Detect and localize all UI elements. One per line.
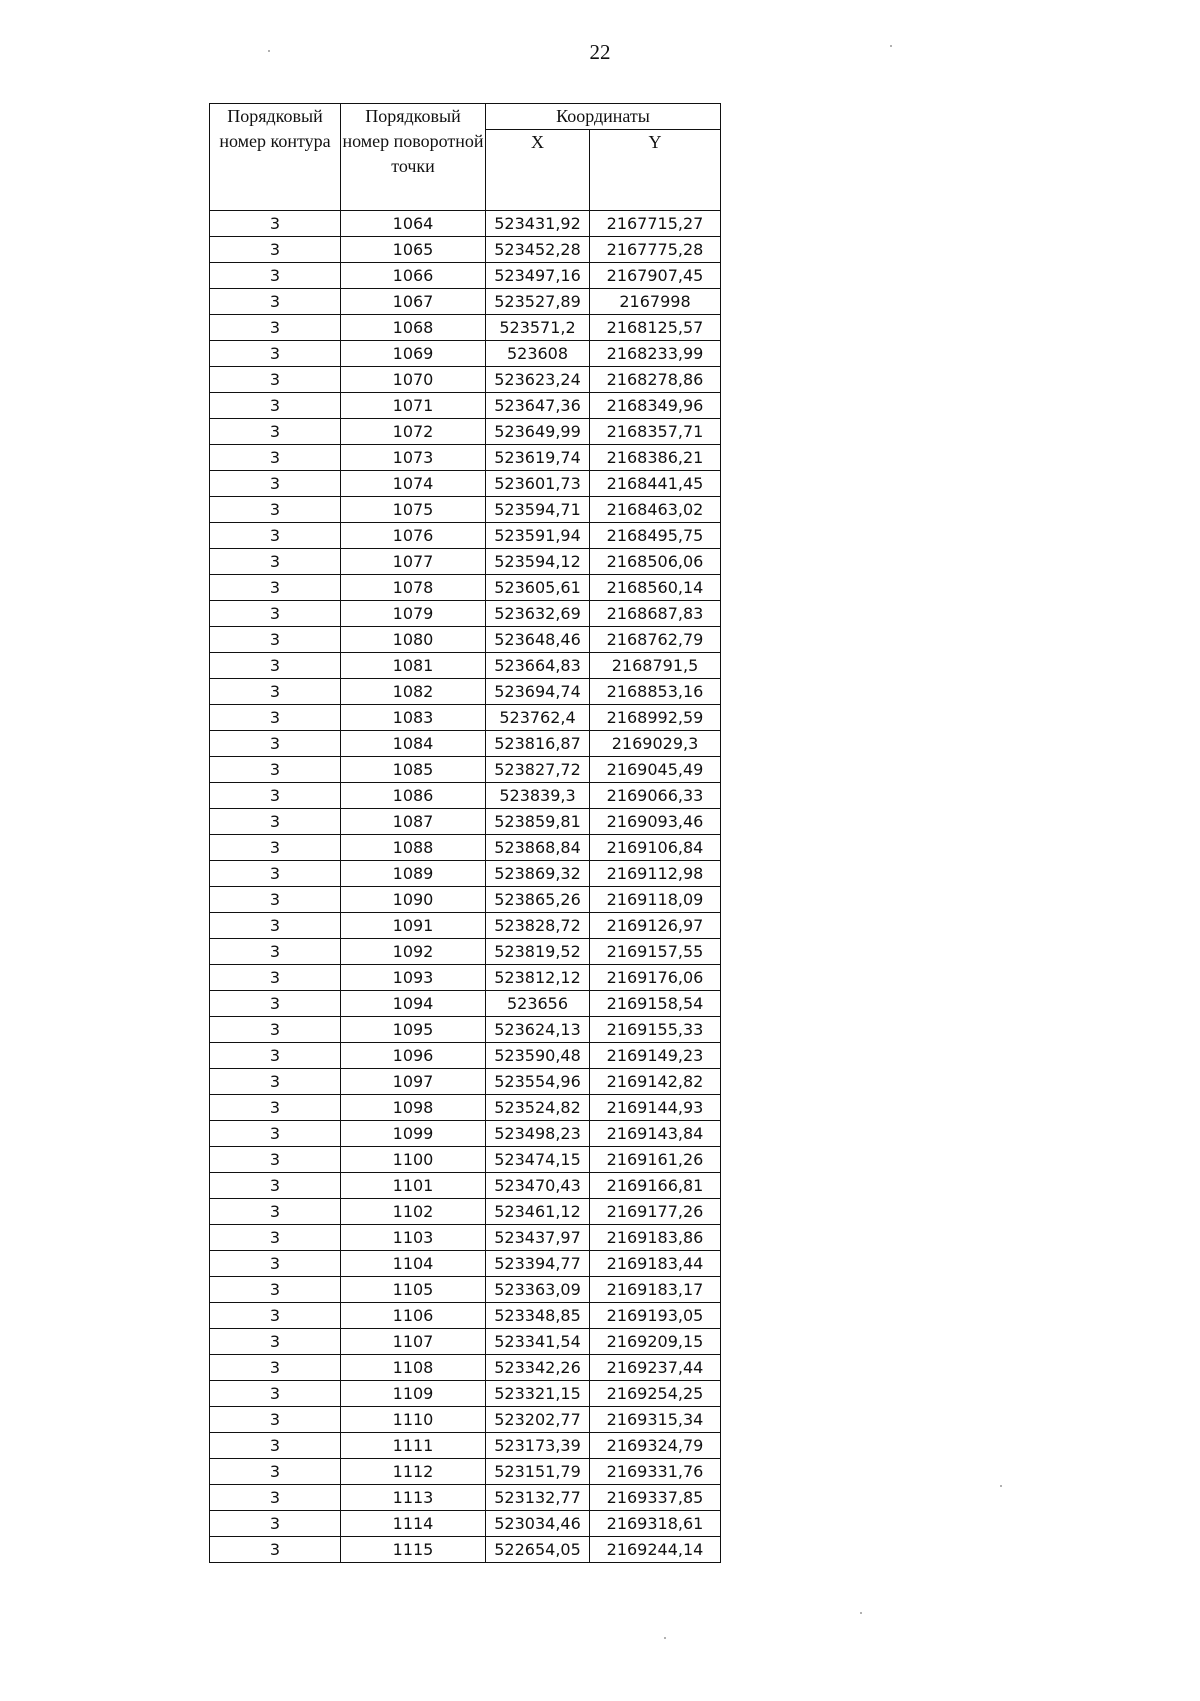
x-coordinate-cell: 523474,15	[486, 1147, 590, 1173]
x-coordinate-cell: 523554,96	[486, 1069, 590, 1095]
y-coordinate-cell: 2168853,16	[590, 679, 721, 705]
table-row	[210, 679, 721, 705]
y-coordinate-cell: 2167715,27	[590, 211, 721, 237]
point-number-cell: 1108	[341, 1355, 486, 1381]
table-row	[210, 1095, 721, 1121]
table-row	[210, 1277, 721, 1303]
x-coordinate-cell: 522654,05	[486, 1537, 590, 1563]
x-coordinate-cell: 523649,99	[486, 419, 590, 445]
y-coordinate-cell: 2168349,96	[590, 393, 721, 419]
contour-number-cell: 3	[210, 1511, 341, 1537]
contour-number-cell: 3	[210, 679, 341, 705]
table-row	[210, 1017, 721, 1043]
contour-number-cell: 3	[210, 1147, 341, 1173]
y-coordinate-cell: 2169193,05	[590, 1303, 721, 1329]
y-coordinate-cell: 2168441,45	[590, 471, 721, 497]
y-coordinate-cell: 2169093,46	[590, 809, 721, 835]
point-number-cell: 1114	[341, 1511, 486, 1537]
contour-number-cell: 3	[210, 315, 341, 341]
contour-number-cell: 3	[210, 627, 341, 653]
point-number-cell: 1107	[341, 1329, 486, 1355]
x-coordinate-cell: 523527,89	[486, 289, 590, 315]
table-row	[210, 1459, 721, 1485]
contour-number-cell: 3	[210, 1433, 341, 1459]
table-row	[210, 731, 721, 757]
contour-number-cell: 3	[210, 861, 341, 887]
x-coordinate-cell: 523431,92	[486, 211, 590, 237]
y-coordinate-cell: 2169337,85	[590, 1485, 721, 1511]
x-coordinate-cell: 523839,3	[486, 783, 590, 809]
contour-number-cell: 3	[210, 1329, 341, 1355]
y-coordinate-cell: 2167775,28	[590, 237, 721, 263]
contour-number-cell: 3	[210, 1017, 341, 1043]
scan-speck	[268, 50, 270, 52]
y-coordinate-cell: 2169112,98	[590, 861, 721, 887]
x-coordinate-cell: 523632,69	[486, 601, 590, 627]
table-row	[210, 1433, 721, 1459]
table-header	[210, 104, 721, 211]
table-row	[210, 601, 721, 627]
point-number-cell: 1092	[341, 939, 486, 965]
contour-number-cell: 3	[210, 705, 341, 731]
point-number-cell: 1100	[341, 1147, 486, 1173]
table-row	[210, 1121, 721, 1147]
contour-number-cell: 3	[210, 835, 341, 861]
y-coordinate-cell: 2169318,61	[590, 1511, 721, 1537]
contour-number-cell: 3	[210, 367, 341, 393]
x-coordinate-cell: 523151,79	[486, 1459, 590, 1485]
point-number-cell: 1086	[341, 783, 486, 809]
table-row	[210, 1147, 721, 1173]
table-row	[210, 549, 721, 575]
x-coordinate-cell: 523605,61	[486, 575, 590, 601]
table-row	[210, 705, 721, 731]
point-number-cell: 1104	[341, 1251, 486, 1277]
x-coordinate-cell: 523524,82	[486, 1095, 590, 1121]
point-number-cell: 1075	[341, 497, 486, 523]
y-coordinate-cell: 2169324,79	[590, 1433, 721, 1459]
table-row	[210, 497, 721, 523]
contour-number-cell: 3	[210, 445, 341, 471]
x-coordinate-cell: 523828,72	[486, 913, 590, 939]
x-coordinate-cell: 523869,32	[486, 861, 590, 887]
x-coordinate-cell: 523202,77	[486, 1407, 590, 1433]
table-row	[210, 367, 721, 393]
y-coordinate-cell: 2168687,83	[590, 601, 721, 627]
table-row	[210, 1251, 721, 1277]
x-coordinate-cell: 523341,54	[486, 1329, 590, 1355]
table-row	[210, 809, 721, 835]
x-coordinate-cell: 523594,12	[486, 549, 590, 575]
point-number-cell: 1103	[341, 1225, 486, 1251]
point-number-cell: 1085	[341, 757, 486, 783]
x-coordinate-cell: 523590,48	[486, 1043, 590, 1069]
point-number-cell: 1072	[341, 419, 486, 445]
y-coordinate-cell: 2169209,15	[590, 1329, 721, 1355]
y-coordinate-cell: 2169331,76	[590, 1459, 721, 1485]
coordinates-table	[209, 103, 721, 1563]
table-row	[210, 1199, 721, 1225]
point-number-cell: 1065	[341, 237, 486, 263]
y-coordinate-cell: 2169144,93	[590, 1095, 721, 1121]
contour-number-cell: 3	[210, 1381, 341, 1407]
contour-number-cell: 3	[210, 1303, 341, 1329]
x-coordinate-cell: 523498,23	[486, 1121, 590, 1147]
y-coordinate-cell: 2169161,26	[590, 1147, 721, 1173]
point-number-cell: 1102	[341, 1199, 486, 1225]
y-coordinate-cell: 2169183,86	[590, 1225, 721, 1251]
table-row	[210, 653, 721, 679]
y-coordinate-cell: 2169155,33	[590, 1017, 721, 1043]
y-coordinate-cell: 2169177,26	[590, 1199, 721, 1225]
contour-number-cell: 3	[210, 653, 341, 679]
y-coordinate-cell: 2169157,55	[590, 939, 721, 965]
x-coordinate-cell: 523694,74	[486, 679, 590, 705]
y-coordinate-cell: 2169244,14	[590, 1537, 721, 1563]
header-turning-point-number: Порядковый номер поворотной точки	[341, 104, 486, 211]
table-row	[210, 1537, 721, 1563]
x-coordinate-cell: 523394,77	[486, 1251, 590, 1277]
x-coordinate-cell: 523812,12	[486, 965, 590, 991]
point-number-cell: 1087	[341, 809, 486, 835]
header-x: X	[486, 130, 590, 211]
contour-number-cell: 3	[210, 809, 341, 835]
x-coordinate-cell: 523594,71	[486, 497, 590, 523]
contour-number-cell: 3	[210, 1199, 341, 1225]
x-coordinate-cell: 523762,4	[486, 705, 590, 731]
point-number-cell: 1096	[341, 1043, 486, 1069]
y-coordinate-cell: 2169315,34	[590, 1407, 721, 1433]
table-row	[210, 1355, 721, 1381]
x-coordinate-cell: 523656	[486, 991, 590, 1017]
x-coordinate-cell: 523623,24	[486, 367, 590, 393]
y-coordinate-cell: 2169106,84	[590, 835, 721, 861]
header-coordinates: Координаты	[486, 104, 721, 130]
y-coordinate-cell: 2169183,17	[590, 1277, 721, 1303]
table-row	[210, 1485, 721, 1511]
scan-speck	[860, 1612, 862, 1614]
y-coordinate-cell: 2168762,79	[590, 627, 721, 653]
point-number-cell: 1068	[341, 315, 486, 341]
table-row	[210, 523, 721, 549]
table-row	[210, 419, 721, 445]
contour-number-cell: 3	[210, 471, 341, 497]
x-coordinate-cell: 523363,09	[486, 1277, 590, 1303]
contour-number-cell: 3	[210, 575, 341, 601]
x-coordinate-cell: 523819,52	[486, 939, 590, 965]
scan-speck	[1000, 1485, 1002, 1487]
x-coordinate-cell: 523624,13	[486, 1017, 590, 1043]
table-row	[210, 783, 721, 809]
y-coordinate-cell: 2168495,75	[590, 523, 721, 549]
contour-number-cell: 3	[210, 289, 341, 315]
table-row	[210, 1225, 721, 1251]
y-coordinate-cell: 2168233,99	[590, 341, 721, 367]
x-coordinate-cell: 523437,97	[486, 1225, 590, 1251]
point-number-cell: 1067	[341, 289, 486, 315]
contour-number-cell: 3	[210, 1121, 341, 1147]
point-number-cell: 1081	[341, 653, 486, 679]
x-coordinate-cell: 523173,39	[486, 1433, 590, 1459]
table-row	[210, 887, 721, 913]
point-number-cell: 1073	[341, 445, 486, 471]
table-row	[210, 913, 721, 939]
contour-number-cell: 3	[210, 1251, 341, 1277]
scan-speck	[890, 45, 892, 47]
table-row	[210, 1511, 721, 1537]
x-coordinate-cell: 523342,26	[486, 1355, 590, 1381]
table-row	[210, 1303, 721, 1329]
y-coordinate-cell: 2168357,71	[590, 419, 721, 445]
contour-number-cell: 3	[210, 601, 341, 627]
point-number-cell: 1099	[341, 1121, 486, 1147]
x-coordinate-cell: 523497,16	[486, 263, 590, 289]
y-coordinate-cell: 2169237,44	[590, 1355, 721, 1381]
contour-number-cell: 3	[210, 237, 341, 263]
contour-number-cell: 3	[210, 1173, 341, 1199]
x-coordinate-cell: 523648,46	[486, 627, 590, 653]
x-coordinate-cell: 523664,83	[486, 653, 590, 679]
x-coordinate-cell: 523132,77	[486, 1485, 590, 1511]
point-number-cell: 1066	[341, 263, 486, 289]
point-number-cell: 1106	[341, 1303, 486, 1329]
table-row	[210, 1407, 721, 1433]
point-number-cell: 1064	[341, 211, 486, 237]
x-coordinate-cell: 523827,72	[486, 757, 590, 783]
contour-number-cell: 3	[210, 1069, 341, 1095]
y-coordinate-cell: 2169158,54	[590, 991, 721, 1017]
contour-number-cell: 3	[210, 263, 341, 289]
point-number-cell: 1089	[341, 861, 486, 887]
point-number-cell: 1088	[341, 835, 486, 861]
contour-number-cell: 3	[210, 549, 341, 575]
contour-number-cell: 3	[210, 757, 341, 783]
x-coordinate-cell: 523816,87	[486, 731, 590, 757]
point-number-cell: 1091	[341, 913, 486, 939]
y-coordinate-cell: 2169176,06	[590, 965, 721, 991]
x-coordinate-cell: 523461,12	[486, 1199, 590, 1225]
contour-number-cell: 3	[210, 211, 341, 237]
table-row	[210, 471, 721, 497]
x-coordinate-cell: 523321,15	[486, 1381, 590, 1407]
contour-number-cell: 3	[210, 965, 341, 991]
point-number-cell: 1076	[341, 523, 486, 549]
page-number: 22	[589, 40, 611, 64]
table-row	[210, 861, 721, 887]
header-y: Y	[590, 130, 721, 211]
y-coordinate-cell: 2169149,23	[590, 1043, 721, 1069]
scan-speck	[664, 1637, 666, 1639]
x-coordinate-cell: 523348,85	[486, 1303, 590, 1329]
point-number-cell: 1084	[341, 731, 486, 757]
point-number-cell: 1071	[341, 393, 486, 419]
point-number-cell: 1112	[341, 1459, 486, 1485]
x-coordinate-cell: 523470,43	[486, 1173, 590, 1199]
point-number-cell: 1070	[341, 367, 486, 393]
table-row	[210, 1381, 721, 1407]
contour-number-cell: 3	[210, 887, 341, 913]
table-row	[210, 315, 721, 341]
point-number-cell: 1109	[341, 1381, 486, 1407]
y-coordinate-cell: 2168560,14	[590, 575, 721, 601]
y-coordinate-cell: 2168506,06	[590, 549, 721, 575]
table-row	[210, 1069, 721, 1095]
table-row	[210, 835, 721, 861]
x-coordinate-cell: 523608	[486, 341, 590, 367]
contour-number-cell: 3	[210, 419, 341, 445]
point-number-cell: 1098	[341, 1095, 486, 1121]
table-row	[210, 939, 721, 965]
header-contour-number: Порядковый номер контура	[210, 104, 341, 211]
point-number-cell: 1080	[341, 627, 486, 653]
table-row	[210, 991, 721, 1017]
contour-number-cell: 3	[210, 913, 341, 939]
contour-number-cell: 3	[210, 1485, 341, 1511]
contour-number-cell: 3	[210, 393, 341, 419]
table-row	[210, 263, 721, 289]
point-number-cell: 1093	[341, 965, 486, 991]
y-coordinate-cell: 2167907,45	[590, 263, 721, 289]
contour-number-cell: 3	[210, 1095, 341, 1121]
y-coordinate-cell: 2169166,81	[590, 1173, 721, 1199]
contour-number-cell: 3	[210, 1277, 341, 1303]
x-coordinate-cell: 523452,28	[486, 237, 590, 263]
point-number-cell: 1079	[341, 601, 486, 627]
y-coordinate-cell: 2169142,82	[590, 1069, 721, 1095]
point-number-cell: 1110	[341, 1407, 486, 1433]
point-number-cell: 1097	[341, 1069, 486, 1095]
table-row	[210, 445, 721, 471]
table-row	[210, 1173, 721, 1199]
point-number-cell: 1095	[341, 1017, 486, 1043]
table-row	[210, 965, 721, 991]
x-coordinate-cell: 523619,74	[486, 445, 590, 471]
y-coordinate-cell: 2168463,02	[590, 497, 721, 523]
y-coordinate-cell: 2169143,84	[590, 1121, 721, 1147]
contour-number-cell: 3	[210, 1407, 341, 1433]
point-number-cell: 1090	[341, 887, 486, 913]
point-number-cell: 1094	[341, 991, 486, 1017]
contour-number-cell: 3	[210, 497, 341, 523]
y-coordinate-cell: 2169066,33	[590, 783, 721, 809]
contour-number-cell: 3	[210, 1537, 341, 1563]
table-row	[210, 627, 721, 653]
table-row	[210, 1043, 721, 1069]
x-coordinate-cell: 523647,36	[486, 393, 590, 419]
y-coordinate-cell: 2169118,09	[590, 887, 721, 913]
point-number-cell: 1115	[341, 1537, 486, 1563]
x-coordinate-cell: 523601,73	[486, 471, 590, 497]
point-number-cell: 1077	[341, 549, 486, 575]
x-coordinate-cell: 523571,2	[486, 315, 590, 341]
contour-number-cell: 3	[210, 1459, 341, 1485]
contour-number-cell: 3	[210, 523, 341, 549]
point-number-cell: 1105	[341, 1277, 486, 1303]
point-number-cell: 1083	[341, 705, 486, 731]
table-row	[210, 757, 721, 783]
table-row	[210, 575, 721, 601]
table-row	[210, 393, 721, 419]
point-number-cell: 1113	[341, 1485, 486, 1511]
x-coordinate-cell: 523865,26	[486, 887, 590, 913]
point-number-cell: 1078	[341, 575, 486, 601]
point-number-cell: 1074	[341, 471, 486, 497]
table-row	[210, 211, 721, 237]
table-row	[210, 1329, 721, 1355]
y-coordinate-cell: 2169045,49	[590, 757, 721, 783]
contour-number-cell: 3	[210, 1043, 341, 1069]
y-coordinate-cell: 2169126,97	[590, 913, 721, 939]
x-coordinate-cell: 523859,81	[486, 809, 590, 835]
y-coordinate-cell: 2168992,59	[590, 705, 721, 731]
point-number-cell: 1082	[341, 679, 486, 705]
y-coordinate-cell: 2169029,3	[590, 731, 721, 757]
contour-number-cell: 3	[210, 991, 341, 1017]
contour-number-cell: 3	[210, 1225, 341, 1251]
y-coordinate-cell: 2169254,25	[590, 1381, 721, 1407]
y-coordinate-cell: 2167998	[590, 289, 721, 315]
y-coordinate-cell: 2168278,86	[590, 367, 721, 393]
point-number-cell: 1069	[341, 341, 486, 367]
contour-number-cell: 3	[210, 1355, 341, 1381]
contour-number-cell: 3	[210, 783, 341, 809]
contour-number-cell: 3	[210, 939, 341, 965]
table-body	[210, 211, 721, 1563]
x-coordinate-cell: 523034,46	[486, 1511, 590, 1537]
y-coordinate-cell: 2168791,5	[590, 653, 721, 679]
contour-number-cell: 3	[210, 341, 341, 367]
point-number-cell: 1111	[341, 1433, 486, 1459]
contour-number-cell: 3	[210, 731, 341, 757]
y-coordinate-cell: 2169183,44	[590, 1251, 721, 1277]
y-coordinate-cell: 2168125,57	[590, 315, 721, 341]
x-coordinate-cell: 523868,84	[486, 835, 590, 861]
point-number-cell: 1101	[341, 1173, 486, 1199]
table-row	[210, 341, 721, 367]
y-coordinate-cell: 2168386,21	[590, 445, 721, 471]
table-row	[210, 237, 721, 263]
table-row	[210, 289, 721, 315]
x-coordinate-cell: 523591,94	[486, 523, 590, 549]
